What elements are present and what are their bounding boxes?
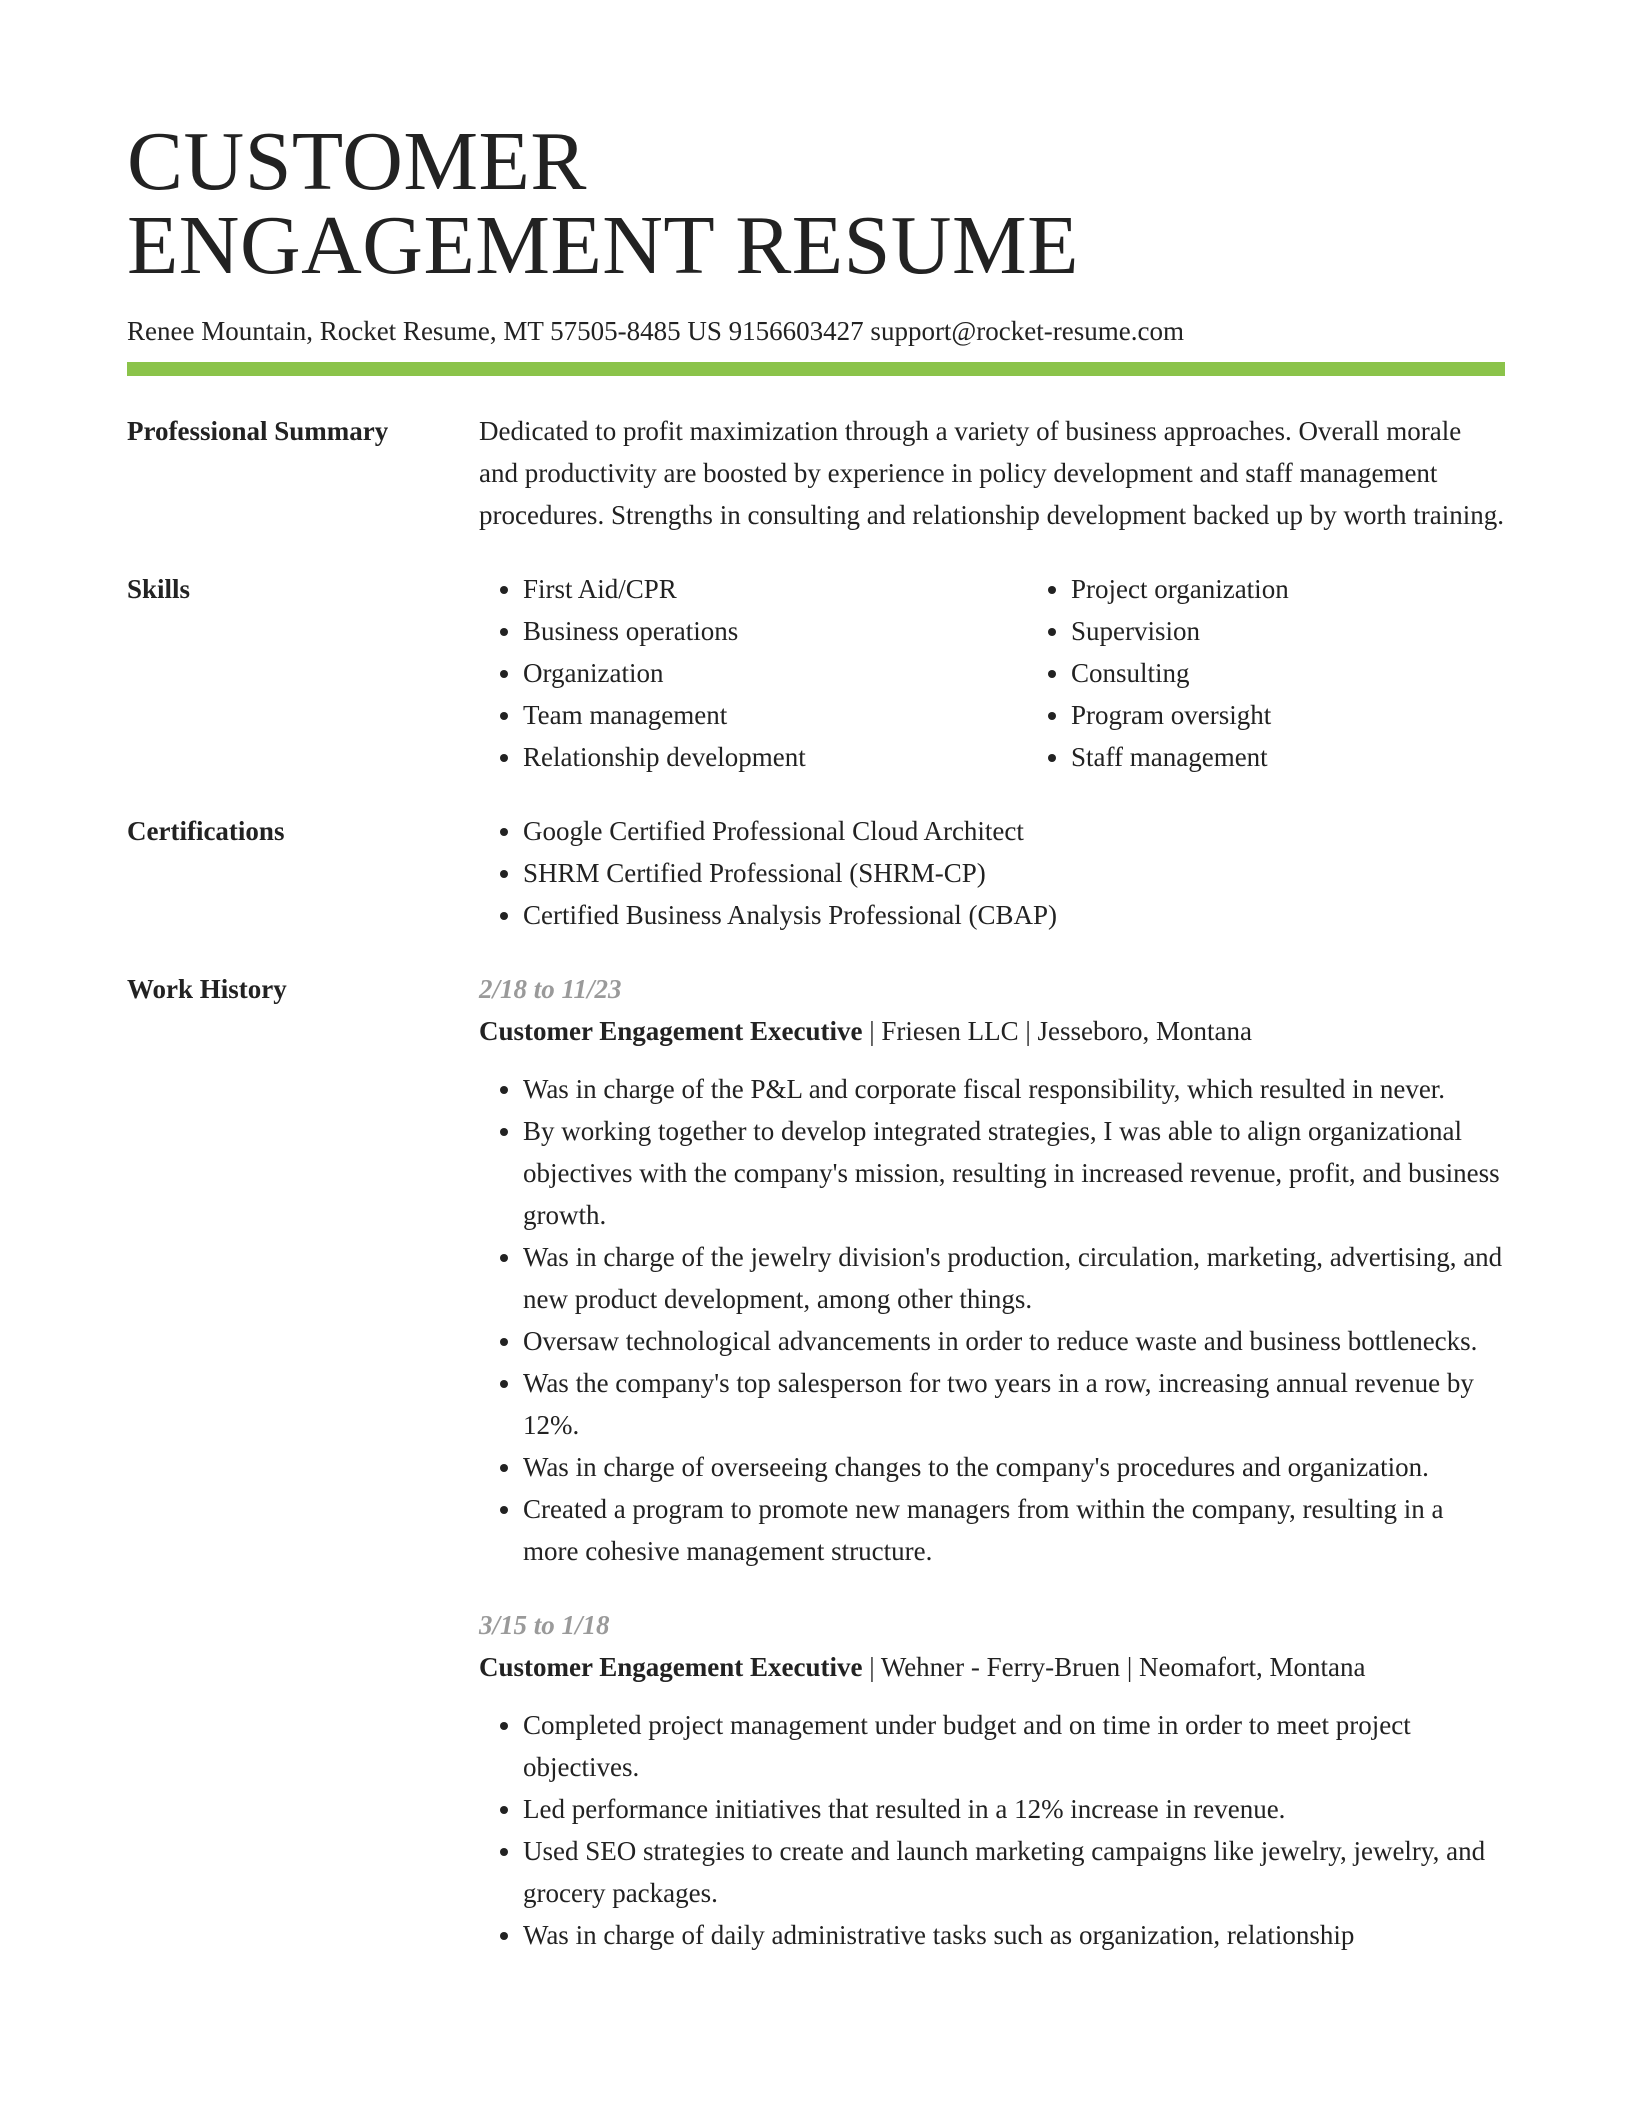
job-bullet: • Used SEO strategies to create and launch marketing campaigns like jewelry, jewelry, and grocery packages. <box>523 1830 1505 1914</box>
job-bullet: • Oversaw technological advancements in order to reduce waste and business bottlenecks. <box>523 1320 1505 1362</box>
resume-title <box>127 115 1505 292</box>
job-bullet: • Completed project management under budget and on time in order to meet project objectives. <box>523 1704 1505 1788</box>
title-line-1: CUSTOMER <box>127 115 587 208</box>
certification-item: • Google Certified Professional Cloud Architect <box>523 810 1505 852</box>
job-bullet: • Created a program to promote new managers from within the company, resulting in a more cohesive management structure. <box>523 1488 1505 1572</box>
skills-grid <box>479 568 1575 778</box>
skill-item: • First Aid/CPR <box>523 568 1027 610</box>
skill-item: • Consulting <box>1071 652 1575 694</box>
work-history-heading: Work History <box>127 974 287 1004</box>
title-line-2: ENGAGEMENT RESUME <box>127 199 1079 292</box>
skill-item: • Project organization <box>1071 568 1575 610</box>
work-history-body <box>479 968 1505 1956</box>
skill-item: • Supervision <box>1071 610 1575 652</box>
certifications-section <box>127 810 1505 936</box>
job-dates: 2/18 to 11/23 <box>479 974 622 1004</box>
job-bullet: • Was in charge of daily administrative tasks such as organization, relationship <box>523 1914 1505 1956</box>
skill-item: • Organization <box>523 652 1027 694</box>
job-title: Customer Engagement Executive <box>479 1652 863 1682</box>
job-entry <box>479 968 1505 1572</box>
job-bullet: • Was in charge of the P&L and corporate fiscal responsibility, which resulted in never. <box>523 1068 1505 1110</box>
skill-item: • Relationship development <box>523 736 1027 778</box>
skill-item: • Business operations <box>523 610 1027 652</box>
job-bullet: • Was the company's top salesperson for two years in a row, increasing annual revenue by 12%. <box>523 1362 1505 1446</box>
job-title-line <box>479 1010 1505 1052</box>
certification-item: • SHRM Certified Professional (SHRM-CP) <box>523 852 1505 894</box>
job-title-line <box>479 1646 1505 1688</box>
skill-item: • Staff management <box>1071 736 1575 778</box>
contact-line: Renee Mountain, Rocket Resume, MT 57505-8485 US 9156603427 support@rocket-resume.com <box>127 316 1184 346</box>
job-title: Customer Engagement Executive <box>479 1016 863 1046</box>
resume-page <box>127 115 1505 1956</box>
job-dates: 3/15 to 1/18 <box>479 1610 610 1640</box>
skills-column-2 <box>1027 568 1575 778</box>
job-bullets <box>479 1068 1505 1572</box>
certification-item: • Certified Business Analysis Professional (CBAP) <box>523 894 1505 936</box>
job-entry <box>479 1604 1505 1956</box>
job-bullet: • Was in charge of overseeing changes to the company's procedures and organization. <box>523 1446 1505 1488</box>
job-bullet: • By working together to develop integrated strategies, I was able to align organizational objectives with the company's mission, resulting in increased revenue, profit, and business growth. <box>523 1110 1505 1236</box>
summary-text: Dedicated to profit maximization through a variety of business approaches. Overall morale and productivity are boosted by experience in policy development and staff management procedures. Strengths in consulting and relationship development backed up by worth training. <box>479 416 1505 530</box>
job-details: | Wehner - Ferry-Bruen | Neomafort, Montana <box>862 1652 1366 1682</box>
work-history-section <box>127 968 1505 1956</box>
job-bullet: • Was in charge of the jewelry division's production, circulation, marketing, advertising, and new product development, among other things. <box>523 1236 1505 1320</box>
job-bullets <box>479 1704 1505 1956</box>
skill-item: • Team management <box>523 694 1027 736</box>
job-details: | Friesen LLC | Jesseboro, Montana <box>862 1016 1252 1046</box>
certifications-list <box>479 810 1505 936</box>
certifications-heading: Certifications <box>127 816 285 846</box>
skill-item: • Program oversight <box>1071 694 1575 736</box>
job-bullet: • Led performance initiatives that resulted in a 12% increase in revenue. <box>523 1788 1505 1830</box>
summary-heading: Professional Summary <box>127 416 389 446</box>
summary-section <box>127 410 1505 536</box>
skills-column-1 <box>479 568 1027 778</box>
accent-divider <box>127 362 1505 376</box>
skills-section <box>127 568 1505 778</box>
certifications-body <box>479 810 1505 936</box>
skills-heading: Skills <box>127 574 191 604</box>
